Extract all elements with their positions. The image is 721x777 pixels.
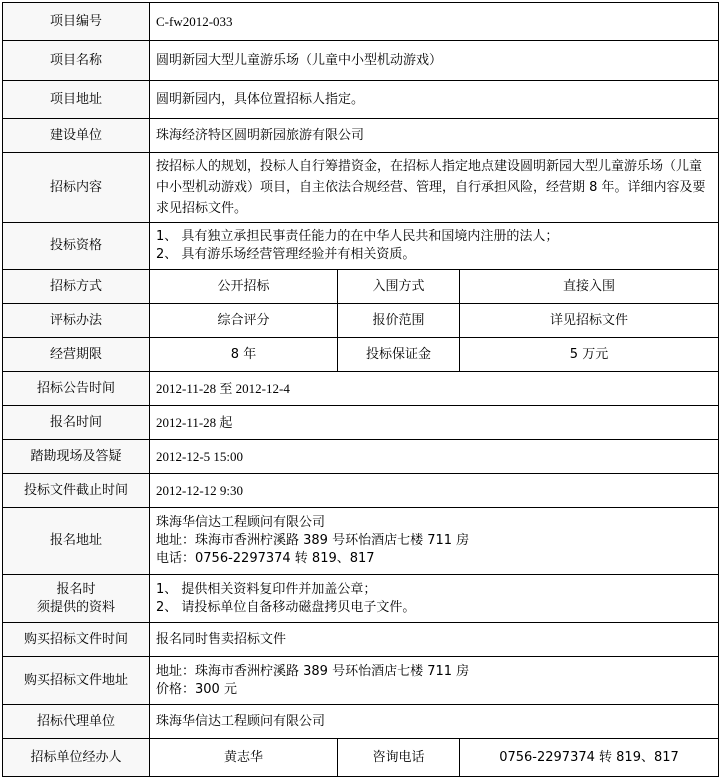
row-signup-time	[3, 406, 719, 440]
signup-company: 珠海华信达工程顾问有限公司	[156, 515, 326, 530]
value-evaluation: 综合评分	[150, 304, 338, 338]
value-method: 公开招标	[150, 270, 338, 304]
row-agency	[3, 705, 719, 739]
tender-info-table	[2, 2, 719, 777]
label-term: 经营期限	[3, 338, 150, 372]
value-notice-time: 2012-11-28 至 2012-12-4	[150, 372, 719, 406]
label-deposit: 投标保证金	[338, 338, 460, 372]
label-signup-address: 报名地址	[3, 508, 150, 575]
value-builder: 珠海经济特区圆明新园旅游有限公司	[150, 119, 719, 153]
row-buy-address	[3, 657, 719, 705]
label-deadline: 投标文件截止时间	[3, 474, 150, 508]
label-site-visit: 踏勘现场及答疑	[3, 440, 150, 474]
value-signup-address	[150, 508, 719, 575]
value-signup-docs	[150, 575, 719, 623]
row-site-visit	[3, 440, 719, 474]
label-evaluation: 评标办法	[3, 304, 150, 338]
row-qualification	[3, 223, 719, 270]
row-signup-address	[3, 508, 719, 575]
label-project-address: 项目地址	[3, 81, 150, 119]
row-evaluation	[3, 304, 719, 338]
buy-address-line: 地址：珠海市香洲柠溪路 389 号环怡酒店七楼 711 房	[156, 663, 470, 679]
value-term: 8 年	[150, 338, 338, 372]
value-project-no: C-fw2012-033	[150, 3, 719, 41]
label-method: 招标方式	[3, 270, 150, 304]
content-text: 按招标人的规划，投标人自行筹措资金，在招标人指定地点建设圆明新园大型儿童游乐场（儿童中小型机动游戏）项目，自主依法合规经营、管理，自行承担风险，经营期 8 年。详细内容及要求见招标文件。	[156, 159, 706, 216]
label-handler: 招标单位经办人	[3, 739, 150, 777]
row-deadline	[3, 474, 719, 508]
row-method	[3, 270, 719, 304]
value-qualification	[150, 223, 719, 270]
value-buy-address	[150, 657, 719, 705]
value-project-address: 圆明新园内，具体位置招标人指定。	[150, 81, 719, 119]
row-term	[3, 338, 719, 372]
label-qualification: 投标资格	[3, 223, 150, 270]
label-project-no: 项目编号	[3, 3, 150, 41]
label-signup-time: 报名时间	[3, 406, 150, 440]
row-builder	[3, 119, 719, 153]
value-agency: 珠海华信达工程顾问有限公司	[150, 705, 719, 739]
value-signup-time: 2012-11-28 起	[150, 406, 719, 440]
label-phone: 咨询电话	[338, 739, 460, 777]
value-project-name: 圆明新园大型儿童游乐场（儿童中小型机动游戏）	[150, 41, 719, 81]
label-shortlist: 入围方式	[338, 270, 460, 304]
row-project-address	[3, 81, 719, 119]
row-signup-docs	[3, 575, 719, 623]
buy-price: 价格：300 元	[156, 681, 237, 697]
row-notice-time	[3, 372, 719, 406]
value-handler: 黄志华	[150, 739, 338, 777]
value-deposit: 5 万元	[460, 338, 719, 372]
signup-address-line: 地址：珠海市香洲柠溪路 389 号环怡酒店七楼 711 房	[156, 533, 470, 548]
value-quote-range: 详见招标文件	[460, 304, 719, 338]
row-buy-time	[3, 623, 719, 657]
label-notice-time: 招标公告时间	[3, 372, 150, 406]
value-content	[150, 153, 719, 223]
label-buy-address: 购买招标文件地址	[3, 657, 150, 705]
label-project-name: 项目名称	[3, 41, 150, 81]
value-site-visit: 2012-12-5 15:00	[150, 440, 719, 474]
value-shortlist: 直接入围	[460, 270, 719, 304]
row-handler	[3, 739, 719, 777]
value-phone: 0756-2297374 转 819、817	[460, 739, 719, 777]
value-buy-time: 报名同时售卖招标文件	[150, 623, 719, 657]
signup-docs-label-line-2: 须提供的资料	[36, 599, 115, 615]
label-quote-range: 报价范围	[338, 304, 460, 338]
qualification-line-1: 1、 具有独立承担民事责任能力的在中华人民共和国境内注册的法人；	[156, 229, 559, 244]
label-buy-time: 购买招标文件时间	[3, 623, 150, 657]
row-project-name	[3, 41, 719, 81]
label-builder: 建设单位	[3, 119, 150, 153]
label-agency: 招标代理单位	[3, 705, 150, 739]
signup-docs-line-1: 1、 提供相关资料复印件并加盖公章；	[156, 581, 377, 597]
value-deadline: 2012-12-12 9:30	[150, 474, 719, 508]
signup-docs-label-line-1: 报名时	[56, 581, 96, 597]
label-signup-docs	[3, 575, 150, 623]
signup-phone: 电话：0756-2297374 转 819、817	[156, 551, 375, 566]
row-content	[3, 153, 719, 223]
row-project-no	[3, 3, 719, 41]
qualification-line-2: 2、 具有游乐场经营管理经验并有相关资质。	[156, 247, 416, 262]
signup-docs-line-2: 2、 请投标单位自备移动磁盘拷贝电子文件。	[156, 599, 416, 615]
label-content: 招标内容	[3, 153, 150, 223]
